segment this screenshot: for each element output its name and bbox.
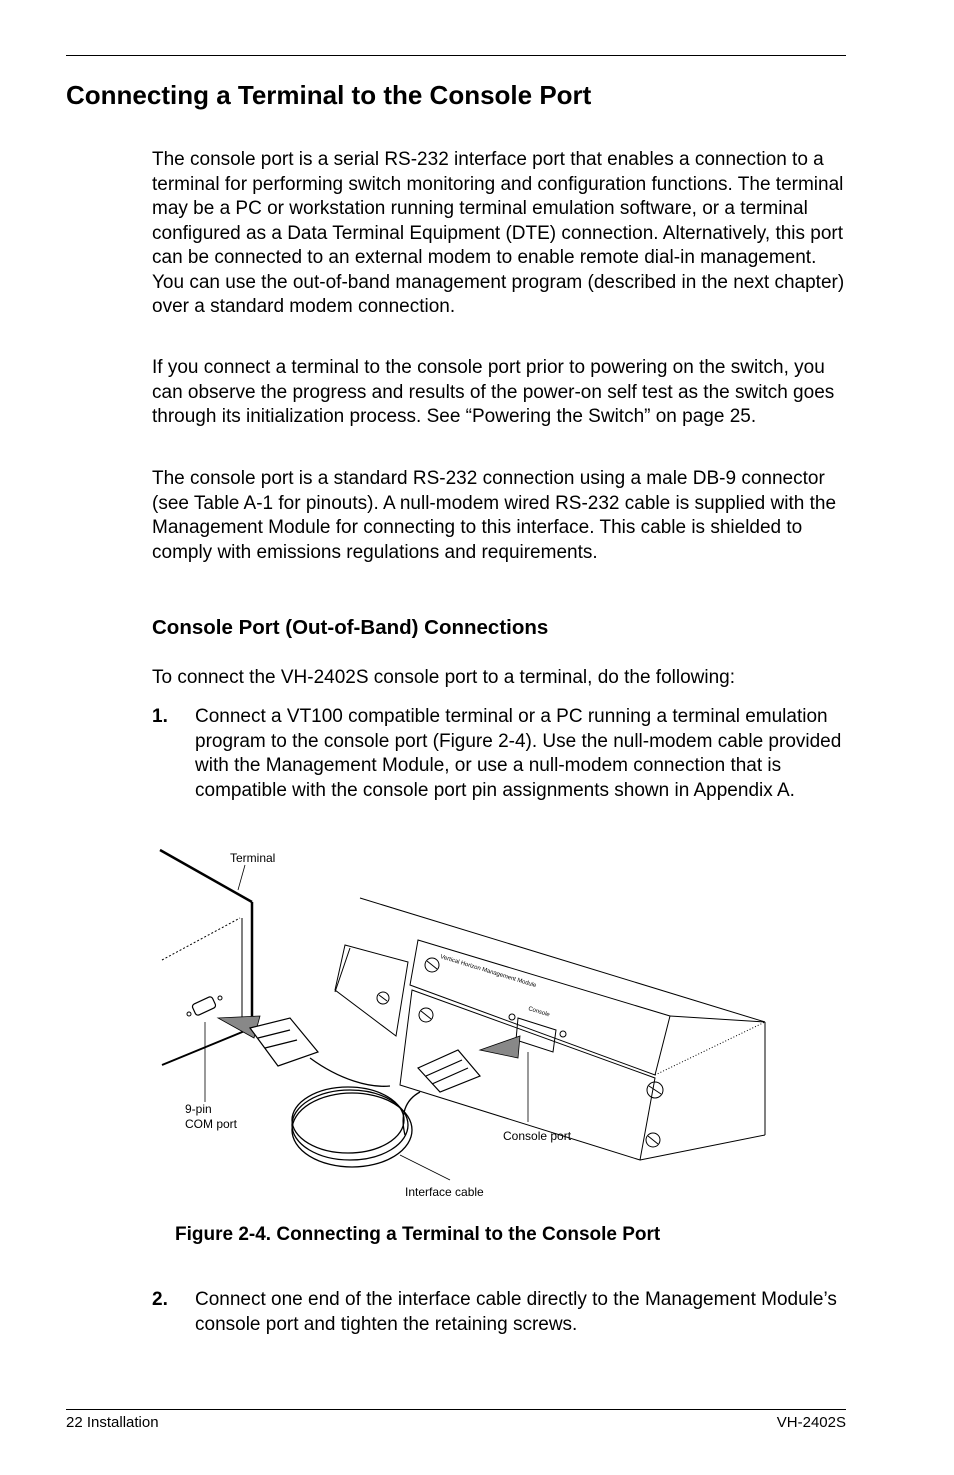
terminal-label: Terminal <box>230 851 276 865</box>
step-number: 1. <box>152 706 168 727</box>
console-small-label: Console <box>527 1006 551 1019</box>
figure-caption: Figure 2-4. Connecting a Terminal to the Console Port <box>175 1224 661 1245</box>
page-title: Connecting a Terminal to the Console Port <box>66 80 592 110</box>
step-text: Connect a VT100 compatible terminal or a PC running a terminal emulation program to the console port (Figure 2-4). Use the null-modem cable provided with the Management Module, or use a null-modem connection that is compatible with the console port pin assignments shown in Appendix A. <box>195 706 842 801</box>
paragraph-console-intro: The console port is a serial RS-232 interface port that enables a connection to a terminal for performing switch monitoring and configuration functions. The terminal may be a PC or workstation running terminal emulation software, or a terminal configured as a Data Terminal Equipment (DTE) connection. Alternatively, this port can be connected to an external modem to enable remote dial-in management. You can use the out-of-band management program (described in the next chapter) over a standard modem connection. <box>152 149 845 317</box>
module-name-label: Vertical Horizon Management Module <box>439 954 537 990</box>
intro-text: To connect the VH-2402S console port to a terminal, do the following: <box>152 667 736 688</box>
footer-product: VH-2402S <box>776 1414 846 1431</box>
connection-diagram <box>150 840 780 1205</box>
footer-page-section: 22 Installation <box>66 1414 159 1431</box>
top-rule <box>66 55 846 56</box>
paragraph-power-on: If you connect a terminal to the console port prior to powering on the switch, you can observe the progress and results of the power-on self test as the switch goes through its initialization process. See “Powering the Switch” on page 25. <box>152 357 835 427</box>
step-number: 2. <box>152 1289 168 1310</box>
com-port-label-line2: COM port <box>185 1117 238 1131</box>
step-text: Connect one end of the interface cable directly to the Management Module’s console port and tighten the retaining screws. <box>195 1289 837 1335</box>
figure-terminal-connection <box>150 840 780 1205</box>
bottom-rule <box>66 1409 846 1410</box>
interface-cable-label: Interface cable <box>405 1185 484 1199</box>
paragraph-rs232: The console port is a standard RS-232 connection using a male DB-9 connector (see Table A-1 for pinouts). A null-modem wired RS-232 cable is supplied with the Management Module for connecting to this interface. This cable is shielded to comply with emissions regulations and requirements. <box>152 468 837 563</box>
console-port-label: Console port <box>503 1129 572 1143</box>
section-heading: Console Port (Out-of-Band) Connections <box>152 616 549 639</box>
com-port-label-line1: 9-pin <box>185 1102 212 1116</box>
